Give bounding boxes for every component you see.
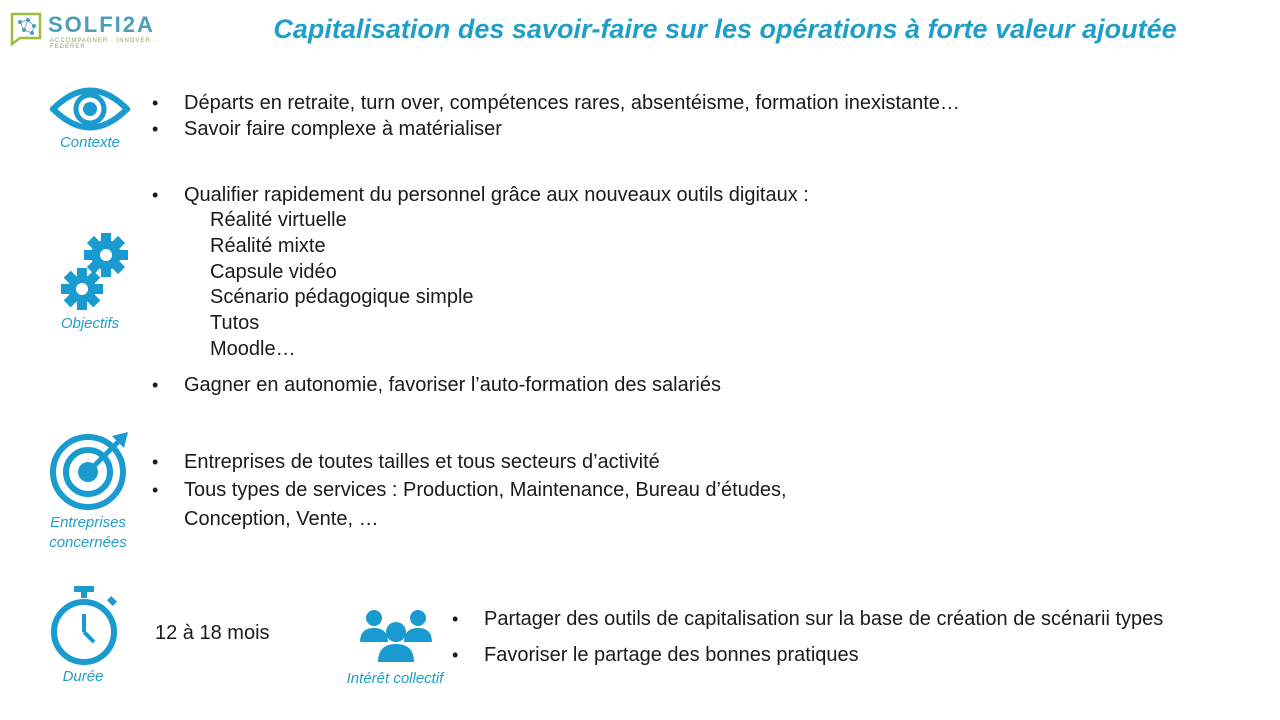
- page-title: Capitalisation des savoir-faire sur les opérations à forte valeur ajoutée: [273, 14, 1177, 44]
- gears-icon: [58, 230, 130, 312]
- duree-label: Durée: [62, 668, 104, 685]
- duree-value: 12 à 18 mois: [155, 622, 270, 644]
- list-item: • Favoriser le partage des bonnes pratiques: [452, 642, 1262, 668]
- stopwatch-icon: [48, 584, 122, 668]
- entreprises-list: [152, 448, 852, 534]
- sub-item: Scénario pédagogique simple: [210, 286, 474, 309]
- sub-item: Réalité mixte: [210, 234, 326, 257]
- sub-item: Capsule vidéo: [210, 260, 337, 283]
- target-icon: [48, 428, 132, 512]
- list-item: • Partager des outils de capitalisation sur la base de création de scénarii types: [452, 606, 1262, 632]
- list-item: • Savoir faire complexe à matérialiser: [152, 116, 1232, 142]
- interet-list: [452, 606, 1262, 668]
- sub-item: Moodle…: [210, 337, 296, 360]
- objectifs-list-2: [152, 372, 1232, 398]
- interet-label: Intérêt collectif: [346, 670, 444, 687]
- eye-icon: [50, 84, 130, 134]
- list-item: • Qualifier rapidement du personnel grâce aux nouveaux outils digitaux :: [152, 182, 1232, 208]
- logo-mark-icon: [8, 10, 44, 46]
- objectifs-sublist: [152, 208, 1052, 363]
- logo-tagline: ACCOMPAGNER · INNOVER · FEDERER: [50, 38, 157, 50]
- contexte-label: Contexte: [59, 134, 121, 151]
- logo-name: SOLFI2A: [48, 12, 155, 37]
- list-item: • Entreprises de toutes tailles et tous secteurs d’activité: [152, 448, 852, 476]
- group-icon: [356, 608, 436, 664]
- contexte-list: [152, 90, 1232, 142]
- list-item: • Tous types de services : Production, Maintenance, Bureau d’études, Conception, Vente, …: [152, 476, 852, 534]
- list-item: • Départs en retraite, turn over, compétences rares, absentéisme, formation inexistante…: [152, 90, 1232, 116]
- entreprises-label-line2: concernées: [49, 534, 127, 551]
- sub-item: Réalité virtuelle: [210, 209, 347, 231]
- list-item: • Gagner en autonomie, favoriser l’auto-formation des salariés: [152, 372, 1232, 398]
- objectifs-list: [152, 182, 1232, 208]
- entreprises-label-line1: Entreprises: [50, 514, 126, 531]
- sub-item: Tutos: [210, 312, 260, 335]
- solfi2a-logo: [8, 10, 168, 54]
- objectifs-label: Objectifs: [60, 315, 120, 332]
- entreprises-label: [28, 513, 148, 553]
